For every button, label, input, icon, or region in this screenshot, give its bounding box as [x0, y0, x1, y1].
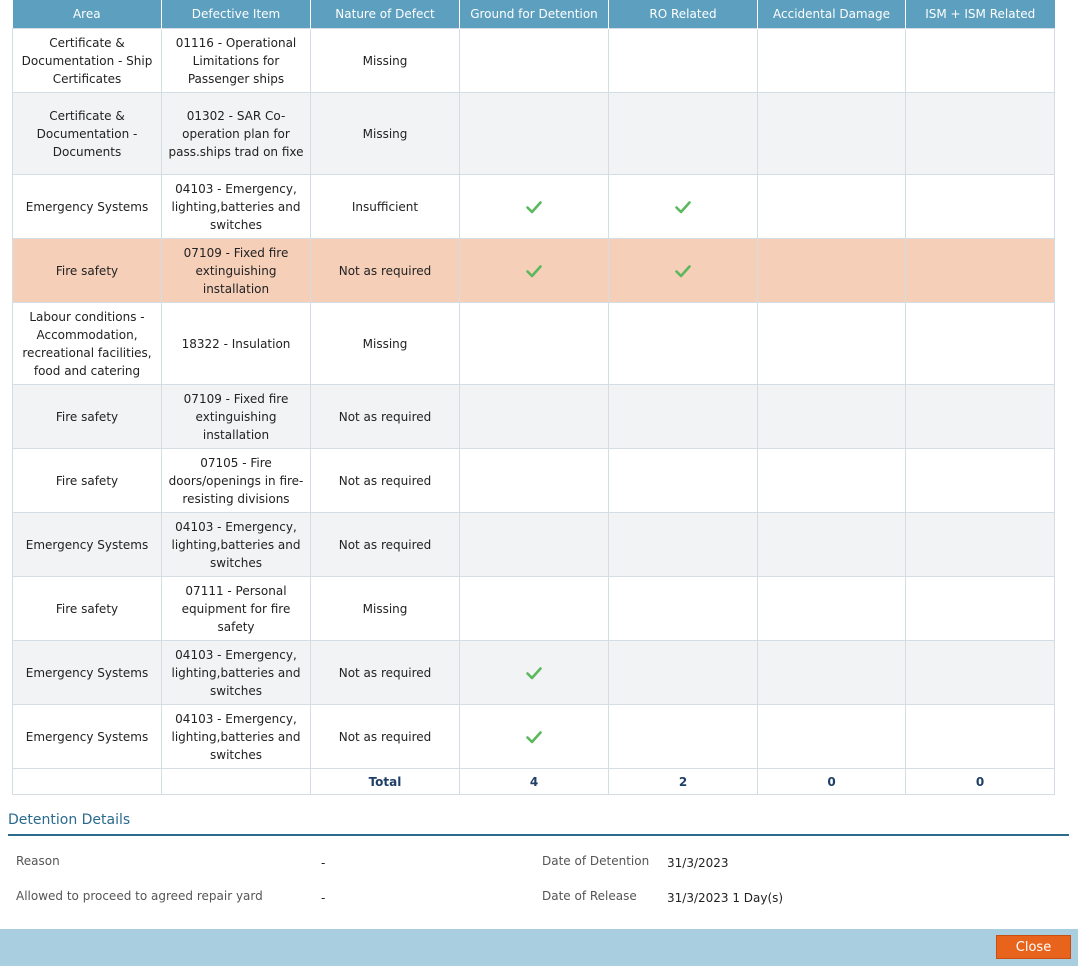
section-divider: [8, 834, 1069, 836]
cell-ro-related: [609, 303, 758, 385]
cell-nature-of-defect: Missing: [311, 29, 460, 93]
cell-defective-item: 01302 - SAR Co-operation plan for pass.ships trad on fixe: [162, 93, 311, 175]
cell-defective-item: 18322 - Insulation: [162, 303, 311, 385]
cell-ground-for-detention: [460, 449, 609, 513]
table-row[interactable]: [13, 705, 1055, 769]
cell-accidental-damage: [758, 449, 906, 513]
table-row[interactable]: [13, 385, 1055, 449]
checkmark-icon: [675, 199, 691, 215]
total-empty-cell: [13, 769, 162, 795]
cell-nature-of-defect: Not as required: [311, 641, 460, 705]
date-of-release-value: 31/3/2023 1 Day(s): [667, 891, 784, 905]
cell-area: Fire safety: [13, 449, 162, 513]
table-row[interactable]: [13, 513, 1055, 577]
cell-area: Certificate & Documentation - Documents: [13, 93, 162, 175]
checkmark-icon: [675, 263, 691, 279]
cell-ground-for-detention: [460, 29, 609, 93]
cell-defective-item: 07109 - Fixed fire extinguishing installation: [162, 385, 311, 449]
col-header-nature-of-defect[interactable]: Nature of Defect: [311, 0, 460, 29]
cell-ground-for-detention: [460, 175, 609, 239]
col-header-area[interactable]: Area: [13, 0, 162, 29]
cell-nature-of-defect: Not as required: [311, 705, 460, 769]
total-empty-cell: [162, 769, 311, 795]
cell-ground-for-detention: [460, 705, 609, 769]
table-row[interactable]: [13, 303, 1055, 385]
table-row[interactable]: [13, 239, 1055, 303]
cell-ground-for-detention: [460, 513, 609, 577]
cell-defective-item: 07109 - Fixed fire extinguishing installation: [162, 239, 311, 303]
cell-ism-related: [906, 577, 1055, 641]
cell-nature-of-defect: Not as required: [311, 385, 460, 449]
checkmark-icon: [526, 263, 542, 279]
cell-area: Emergency Systems: [13, 641, 162, 705]
cell-defective-item: 07111 - Personal equipment for fire safety: [162, 577, 311, 641]
cell-accidental-damage: [758, 641, 906, 705]
col-header-defective-item[interactable]: Defective Item: [162, 0, 311, 29]
total-ro-related: 2: [609, 769, 758, 795]
close-button[interactable]: Close: [996, 935, 1071, 959]
cell-accidental-damage: [758, 577, 906, 641]
cell-ground-for-detention: [460, 641, 609, 705]
cell-ro-related: [609, 641, 758, 705]
checkmark-icon: [526, 665, 542, 681]
reason-label: Reason: [16, 854, 60, 868]
cell-ism-related: [906, 93, 1055, 175]
col-header-accidental-damage[interactable]: Accidental Damage: [758, 0, 906, 29]
cell-area: Labour conditions - Accommodation, recreational facilities, food and catering: [13, 303, 162, 385]
date-of-release-label: Date of Release: [542, 889, 637, 903]
total-row: [13, 769, 1055, 795]
cell-accidental-damage: [758, 385, 906, 449]
cell-ro-related: [609, 513, 758, 577]
dialog-footer: [0, 929, 1078, 966]
cell-accidental-damage: [758, 239, 906, 303]
cell-ism-related: [906, 513, 1055, 577]
cell-accidental-damage: [758, 513, 906, 577]
cell-ism-related: [906, 29, 1055, 93]
table-row[interactable]: [13, 449, 1055, 513]
date-of-detention-value: 31/3/2023: [667, 856, 729, 870]
cell-ro-related: [609, 385, 758, 449]
detention-details-title: Detention Details: [8, 812, 131, 828]
cell-ism-related: [906, 303, 1055, 385]
cell-area: Certificate & Documentation - Ship Certificates: [13, 29, 162, 93]
cell-accidental-damage: [758, 303, 906, 385]
detention-details-section: [8, 808, 1069, 918]
deficiency-table: [12, 0, 1055, 795]
cell-defective-item: 04103 - Emergency, lighting,batteries and switches: [162, 641, 311, 705]
col-header-ground-for-detention[interactable]: Ground for Detention: [460, 0, 609, 29]
allowed-to-proceed-label: Allowed to proceed to agreed repair yard: [16, 889, 263, 903]
cell-ro-related: [609, 577, 758, 641]
cell-ro-related: [609, 93, 758, 175]
checkmark-icon: [526, 729, 542, 745]
cell-ism-related: [906, 385, 1055, 449]
cell-ro-related: [609, 239, 758, 303]
cell-defective-item: 01116 - Operational Limitations for Passenger ships: [162, 29, 311, 93]
cell-area: Emergency Systems: [13, 705, 162, 769]
col-header-ro-related[interactable]: RO Related: [609, 0, 758, 29]
cell-nature-of-defect: Insufficient: [311, 175, 460, 239]
cell-ground-for-detention: [460, 303, 609, 385]
total-accidental-damage: 0: [758, 769, 906, 795]
cell-ism-related: [906, 449, 1055, 513]
cell-accidental-damage: [758, 93, 906, 175]
cell-area: Fire safety: [13, 239, 162, 303]
cell-ism-related: [906, 175, 1055, 239]
cell-nature-of-defect: Missing: [311, 577, 460, 641]
table-row[interactable]: [13, 93, 1055, 175]
cell-ro-related: [609, 29, 758, 93]
cell-defective-item: 04103 - Emergency, lighting,batteries and switches: [162, 175, 311, 239]
reason-value: -: [321, 856, 326, 870]
date-of-detention-label: Date of Detention: [542, 854, 650, 868]
cell-ro-related: [609, 449, 758, 513]
allowed-to-proceed-value: -: [321, 891, 326, 905]
cell-ism-related: [906, 705, 1055, 769]
cell-ground-for-detention: [460, 93, 609, 175]
checkmark-icon: [526, 199, 542, 215]
total-label: Total: [311, 769, 460, 795]
table-row[interactable]: [13, 577, 1055, 641]
cell-accidental-damage: [758, 705, 906, 769]
cell-ground-for-detention: [460, 239, 609, 303]
cell-accidental-damage: [758, 175, 906, 239]
total-ism-related: 0: [906, 769, 1055, 795]
total-ground-for-detention: 4: [460, 769, 609, 795]
cell-area: Emergency Systems: [13, 175, 162, 239]
table-header-row: [13, 0, 1055, 29]
cell-nature-of-defect: Not as required: [311, 449, 460, 513]
table-row[interactable]: [13, 641, 1055, 705]
cell-accidental-damage: [758, 29, 906, 93]
cell-ro-related: [609, 175, 758, 239]
cell-nature-of-defect: Not as required: [311, 239, 460, 303]
cell-area: Fire safety: [13, 385, 162, 449]
cell-defective-item: 04103 - Emergency, lighting,batteries and switches: [162, 513, 311, 577]
cell-defective-item: 04103 - Emergency, lighting,batteries and switches: [162, 705, 311, 769]
table-row[interactable]: [13, 175, 1055, 239]
cell-ism-related: [906, 239, 1055, 303]
cell-ground-for-detention: [460, 577, 609, 641]
cell-defective-item: 07105 - Fire doors/openings in fire-resisting divisions: [162, 449, 311, 513]
cell-nature-of-defect: Missing: [311, 303, 460, 385]
table-row[interactable]: [13, 29, 1055, 93]
cell-ro-related: [609, 705, 758, 769]
cell-ground-for-detention: [460, 385, 609, 449]
cell-area: Emergency Systems: [13, 513, 162, 577]
cell-area: Fire safety: [13, 577, 162, 641]
col-header-ism-related[interactable]: ISM + ISM Related: [906, 0, 1055, 29]
cell-nature-of-defect: Missing: [311, 93, 460, 175]
cell-ism-related: [906, 641, 1055, 705]
cell-nature-of-defect: Not as required: [311, 513, 460, 577]
